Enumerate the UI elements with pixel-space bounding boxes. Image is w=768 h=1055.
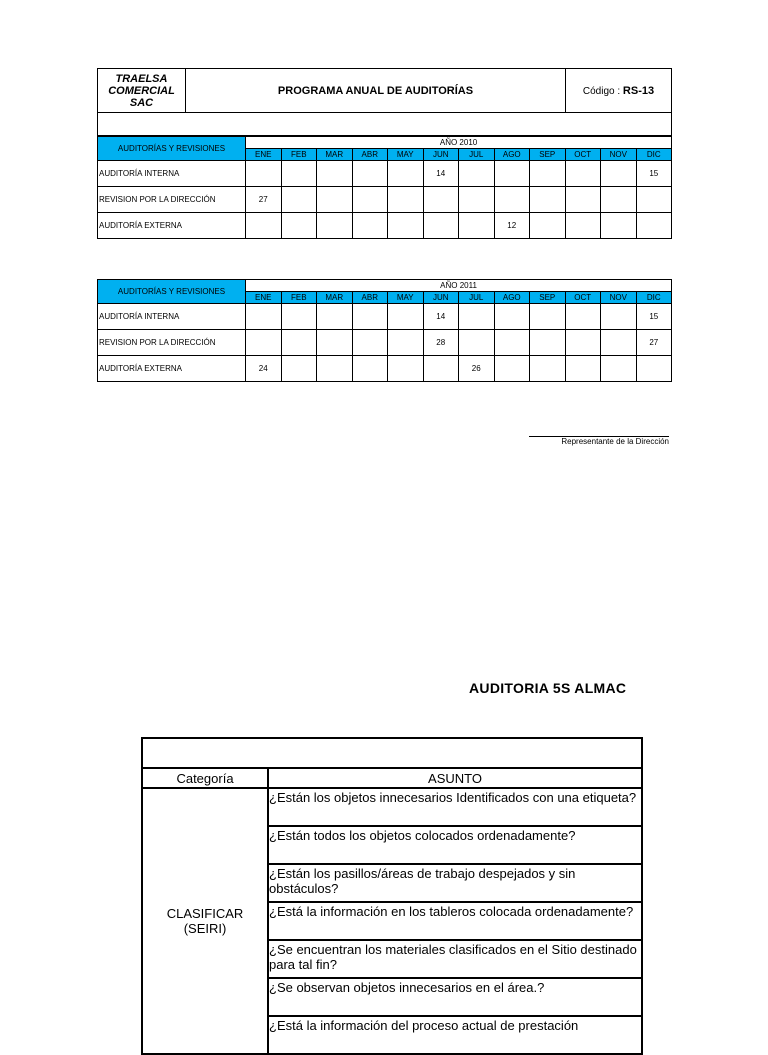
audit-5s-section [0, 660, 637, 1033]
schedule-cell [565, 213, 601, 239]
schedule-cell [352, 187, 388, 213]
schedule-cell [317, 330, 353, 356]
audit-question: ¿Están los objetos innecesarios Identificados con una etiqueta? [268, 788, 642, 826]
schedule-cell [281, 330, 317, 356]
audit-5s-blank-header [142, 738, 642, 768]
month-header: ENE [246, 292, 282, 304]
schedule-cell [530, 304, 566, 330]
schedule-cell [317, 187, 353, 213]
month-header: FEB [281, 292, 317, 304]
schedule-cell [423, 187, 459, 213]
schedule-label-header: AUDITORÍAS Y REVISIONES [98, 137, 246, 161]
schedule-cell [388, 187, 424, 213]
schedule-cell [281, 304, 317, 330]
schedule-cell [317, 161, 353, 187]
schedule-cell [246, 304, 282, 330]
schedule-row-label: REVISION POR LA DIRECCIÓN [98, 330, 246, 356]
header-spacer-row [98, 113, 672, 136]
schedule-year: AÑO 2010 [246, 137, 672, 149]
month-header: SEP [530, 292, 566, 304]
month-header: OCT [565, 149, 601, 161]
schedule-cell: 28 [423, 330, 459, 356]
schedule-cell [494, 304, 530, 330]
schedule-cell [601, 356, 637, 382]
schedule-cell [565, 304, 601, 330]
category-name: CLASIFICAR [166, 906, 244, 921]
schedule-cell [317, 356, 353, 382]
audit-question: ¿Se observan objetos innecesarios en el área.? [268, 978, 642, 1016]
schedule-cell [388, 356, 424, 382]
schedule-cell [388, 330, 424, 356]
month-header: MAY [388, 149, 424, 161]
month-header: DIC [636, 292, 672, 304]
audit-question: ¿Están los pasillos/áreas de trabajo despejados y sin obstáculos? [268, 864, 642, 902]
schedule-cell [246, 161, 282, 187]
schedule-cell [317, 304, 353, 330]
schedule-cell [317, 213, 353, 239]
category-subtitle: (SEIRI) [183, 921, 227, 936]
schedule-cell [352, 330, 388, 356]
schedule-cell [459, 213, 495, 239]
document-header [97, 68, 672, 136]
schedule-cell [352, 161, 388, 187]
audit-5s-title: AUDITORIA 5S ALMAC [469, 680, 627, 696]
schedule-cell [601, 161, 637, 187]
schedule-cell [423, 356, 459, 382]
schedule-cell [636, 187, 672, 213]
schedule-cell [636, 356, 672, 382]
schedule-label-header: AUDITORÍAS Y REVISIONES [98, 280, 246, 304]
month-header: ABR [352, 149, 388, 161]
schedule-cell [281, 161, 317, 187]
month-header: ENE [246, 149, 282, 161]
schedule-cell [530, 161, 566, 187]
schedule-cell [459, 161, 495, 187]
document-code [566, 69, 672, 113]
schedule-row-label: AUDITORÍA INTERNA [98, 304, 246, 330]
schedule-row-label: REVISION POR LA DIRECCIÓN [98, 187, 246, 213]
schedule-cell: 24 [246, 356, 282, 382]
schedule-cell [601, 304, 637, 330]
schedule-cell [601, 187, 637, 213]
schedule-table-2010 [97, 136, 672, 239]
schedule-cell [530, 213, 566, 239]
schedule-table-2011 [97, 279, 672, 382]
schedule-cell [459, 330, 495, 356]
month-header: MAR [317, 149, 353, 161]
schedule-row [98, 304, 672, 330]
schedule-cell [423, 213, 459, 239]
company-line-2: COMERCIAL [108, 84, 175, 97]
code-value: RS-13 [622, 84, 655, 97]
month-header: OCT [565, 292, 601, 304]
schedule-cell [494, 161, 530, 187]
schedule-cell [601, 213, 637, 239]
schedule-cell [352, 356, 388, 382]
month-header: NOV [601, 292, 637, 304]
month-header: FEB [281, 149, 317, 161]
schedule-cell: 14 [423, 304, 459, 330]
audit-question: ¿Está la información en los tableros colocada ordenadamente? [268, 902, 642, 940]
month-header: SEP [530, 149, 566, 161]
schedule-cell [388, 304, 424, 330]
month-header: JUN [423, 149, 459, 161]
schedule-cell: 27 [246, 187, 282, 213]
schedule-cell [530, 187, 566, 213]
company-line-1: TRAELSA [115, 72, 168, 85]
column-header-category: Categoría [142, 768, 268, 788]
schedule-cell: 15 [636, 161, 672, 187]
schedule-row-label: AUDITORÍA EXTERNA [98, 356, 246, 382]
schedule-cell [281, 213, 317, 239]
month-header: JUN [423, 292, 459, 304]
company-line-3: SAC [129, 96, 154, 109]
schedule-cell [494, 330, 530, 356]
schedule-cell [565, 356, 601, 382]
code-label: Código : [582, 85, 621, 97]
month-header: JUL [459, 149, 495, 161]
schedule-cell [636, 213, 672, 239]
column-header-subject: ASUNTO [268, 768, 642, 788]
document-title: PROGRAMA ANUAL DE AUDITORÍAS [186, 69, 566, 113]
month-header: MAR [317, 292, 353, 304]
schedule-cell [530, 356, 566, 382]
schedule-cell [388, 161, 424, 187]
audit-question: ¿Se encuentran los materiales clasificados en el Sitio destinado para tal fin? [268, 940, 642, 978]
month-header: AGO [494, 149, 530, 161]
schedule-cell [352, 213, 388, 239]
month-header: MAY [388, 292, 424, 304]
schedule-cell [281, 356, 317, 382]
schedule-cell [494, 187, 530, 213]
schedule-row-label: AUDITORÍA INTERNA [98, 161, 246, 187]
month-header: ABR [352, 292, 388, 304]
schedule-cell: 26 [459, 356, 495, 382]
schedule-cell [388, 213, 424, 239]
schedule-cell [565, 187, 601, 213]
schedule-cell [459, 187, 495, 213]
audit-question: ¿Están todos los objetos colocados ordenadamente? [268, 826, 642, 864]
month-header: DIC [636, 149, 672, 161]
schedule-cell [459, 304, 495, 330]
month-header: NOV [601, 149, 637, 161]
schedule-cell [565, 330, 601, 356]
schedule-row [98, 161, 672, 187]
schedule-cell [601, 330, 637, 356]
audit-5s-table [141, 737, 643, 1055]
schedule-cell: 14 [423, 161, 459, 187]
schedule-row [98, 187, 672, 213]
audit-question-row [142, 788, 642, 826]
category-cell [142, 788, 268, 1054]
schedule-cell [494, 356, 530, 382]
schedule-row [98, 213, 672, 239]
schedule-cell [565, 161, 601, 187]
schedule-row [98, 356, 672, 382]
schedule-cell [246, 213, 282, 239]
audit-question: ¿Está la información del proceso actual de prestación [268, 1016, 642, 1054]
schedule-cell: 27 [636, 330, 672, 356]
schedule-cell: 15 [636, 304, 672, 330]
schedule-cell [352, 304, 388, 330]
month-header: JUL [459, 292, 495, 304]
month-header: AGO [494, 292, 530, 304]
signature-caption: Representante de la Dirección [561, 437, 669, 446]
schedule-row [98, 330, 672, 356]
schedule-cell [281, 187, 317, 213]
company-name [98, 69, 186, 113]
schedule-row-label: AUDITORÍA EXTERNA [98, 213, 246, 239]
schedule-cell: 12 [494, 213, 530, 239]
schedule-cell [246, 330, 282, 356]
schedule-cell [530, 330, 566, 356]
schedule-year: AÑO 2011 [246, 280, 672, 292]
